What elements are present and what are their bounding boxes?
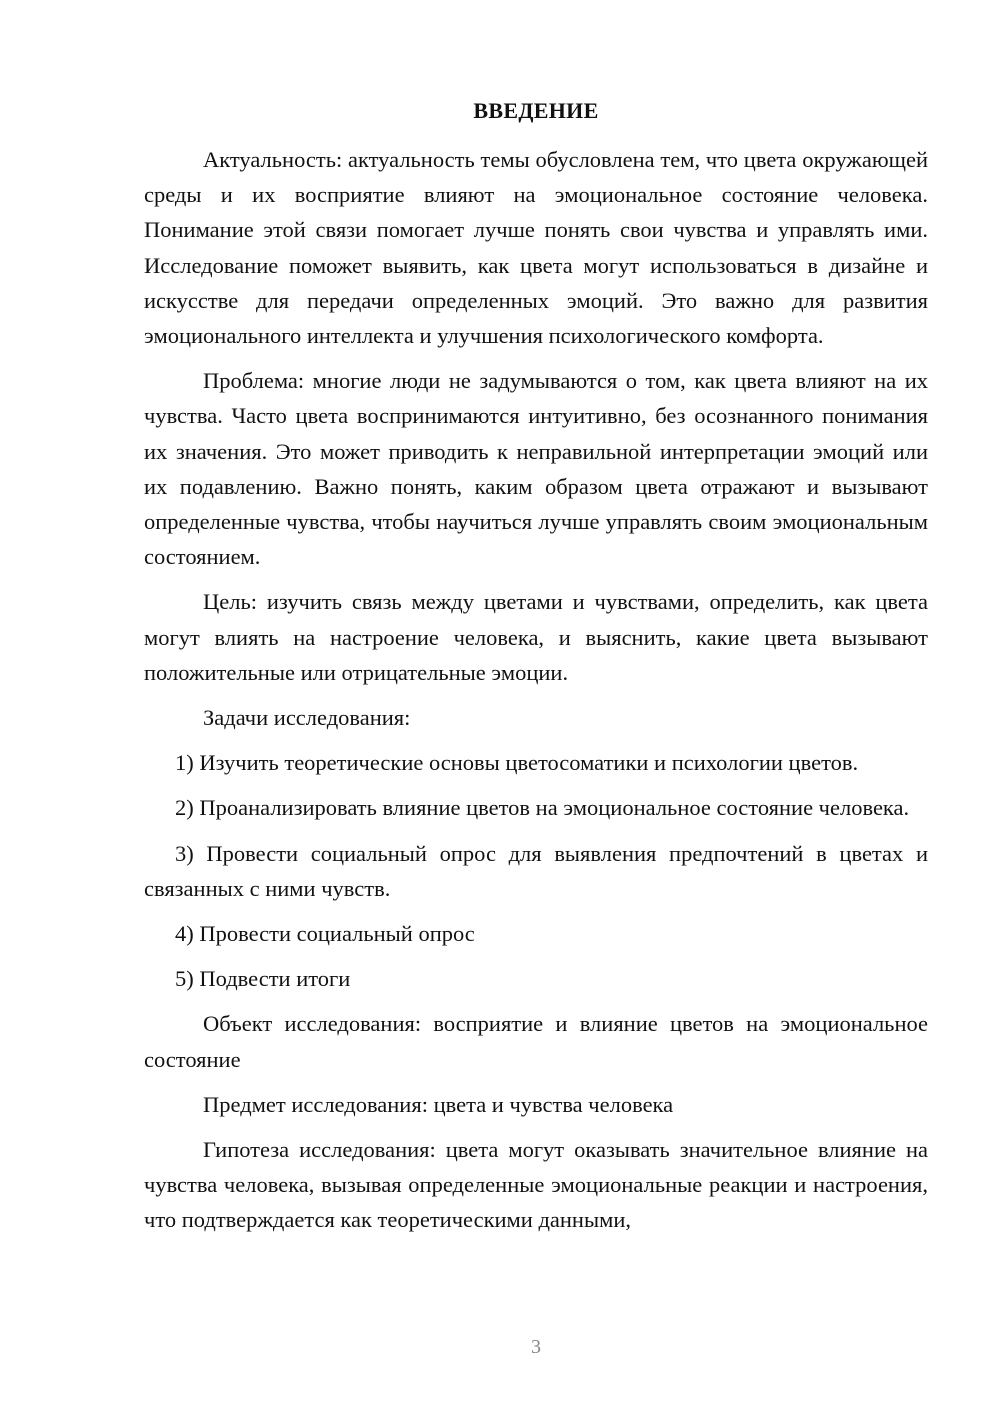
page-title: ВВЕДЕНИЕ — [473, 98, 599, 123]
page-number: 3 — [531, 1336, 541, 1358]
task-item-3: 3) Провести социальный опрос для выявления предпочтений в цветах и связанных с ними чувств. — [144, 840, 928, 901]
paragraph-relevance: Актуальность: актуальность темы обусловлена тем, что цвета окружающей среды и их восприятие влияют на эмоциональное состояние человека. Понимание этой связи помогает лучше понять свои чувства и управлять ими. Исследование поможет выявить, как цвета могут использоваться в дизайне и искусстве для передачи определенных эмоций. Это важно для развития эмоционального интеллекта и улучшения психологического комфорта. — [144, 147, 928, 349]
paragraph-tasks-heading: Задачи исследования: — [203, 705, 411, 731]
paragraph-object: Объект исследования: восприятие и влияние цветов на эмоциональное состояние — [144, 1011, 928, 1072]
task-item-4: 4) Провести социальный опрос — [175, 921, 475, 947]
paragraph-goal: Цель: изучить связь между цветами и чувствами, определить, как цвета могут влиять на настроение человека, и выяснить, какие цвета вызывают положительные или отрицательные эмоции. — [144, 589, 928, 685]
task-item-1: 1) Изучить теоретические основы цветосоматики и психологии цветов. — [175, 750, 859, 776]
document-body — [144, 142, 928, 1248]
task-item-2: 2) Проанализировать влияние цветов на эмоциональное состояние человека. — [175, 795, 910, 821]
task-item-5: 5) Подвести итоги — [175, 966, 351, 992]
paragraph-hypothesis: Гипотеза исследования: цвета могут оказывать значительное влияние на чувства человека, вызывая определенные эмоциональные реакции и настроения, что подтверждается как теоретическими данными, — [144, 1137, 928, 1233]
paragraph-problem: Проблема: многие люди не задумываются о том, как цвета влияют на их чувства. Часто цвета воспринимаются интуитивно, без осознанного понимания их значения. Это может приводить к неправильной интерпретации эмоций или их подавлению. Важно понять, каким образом цвета отражают и вызывают определенные чувства, чтобы научиться лучше управлять своим эмоциональным состоянием. — [144, 368, 928, 570]
paragraph-subject: Предмет исследования: цвета и чувства человека — [203, 1091, 674, 1117]
